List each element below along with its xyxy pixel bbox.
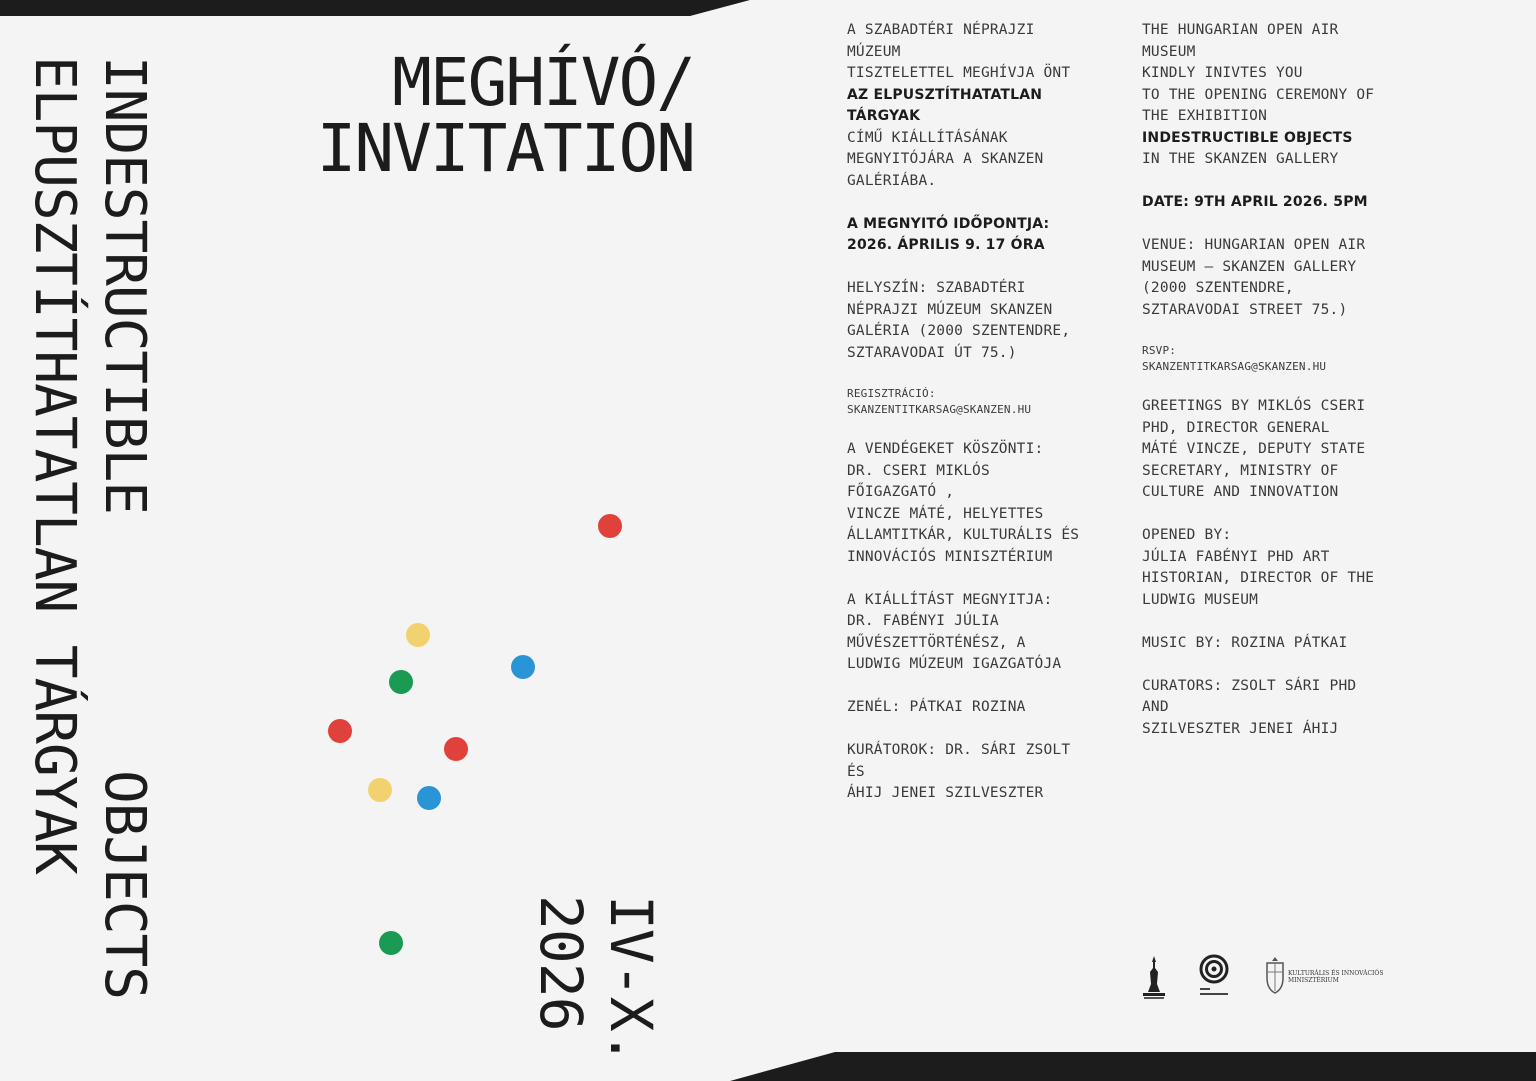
top-dark-band	[0, 0, 1536, 16]
vertical-title-hungarian: ELPUSZTÍTHATATLAN TÁRGYAK	[22, 56, 87, 874]
en-intro-invites: KINDLY INIVTES YOU	[1142, 65, 1303, 81]
vertical-month-range: IV-X.	[597, 895, 665, 1065]
spiral-target-icon	[1198, 954, 1232, 1000]
en-opened-1: JÚLIA FABÉNYI PHD ART HISTORIAN, DIRECTOR OF THE LUDWIG MUSEUM	[1142, 548, 1375, 608]
en-greetings-3: CULTURE AND INNOVATION	[1142, 484, 1339, 500]
invitation-heading	[316, 44, 694, 187]
hu-opening-label: A KIÁLLÍTÁST MEGNYITJA:	[847, 591, 1053, 608]
en-greetings-2: MÁTÉ VINCZE, DEPUTY STATE SECRETARY, MINISTRY OF	[1142, 441, 1366, 479]
hu-music: ZENÉL: PÁTKAI ROZINA	[847, 699, 1026, 715]
en-intro-opening: TO THE OPENING CEREMONY OF	[1142, 86, 1375, 103]
en-greetings-1: GREETINGS BY MIKLÓS CSERI PHD, DIRECTOR GENERAL	[1142, 398, 1366, 436]
bottom-dark-band	[0, 1052, 1536, 1081]
hu-greetings-1: DR. CSERI MIKLÓS FŐIGAZGATÓ ,	[847, 462, 990, 500]
dot-blue	[417, 786, 441, 810]
english-text-column	[1142, 20, 1382, 762]
hu-intro-invites: TISZTELETTEL MEGHÍVJA ÖNT	[847, 65, 1071, 81]
sponsor-logos	[1138, 950, 1398, 1002]
dot-red	[444, 737, 468, 761]
ministry-logo-text	[1288, 970, 1398, 984]
hungarian-text-column	[847, 20, 1087, 826]
en-curators-1: CURATORS: ZSOLT SÁRI PHD AND	[1142, 677, 1357, 715]
hu-intro-museum: A SZABADTÉRI NÉPRAJZI MÚZEUM	[847, 22, 1035, 60]
hu-intro-gallery: CÍMŰ KIÁLLÍTÁSÁNAK MEGNYITÓJÁRA A SKANZEN GALÉRIÁBA.	[847, 129, 1044, 189]
coat-of-arms-icon	[1264, 956, 1286, 994]
en-music: MUSIC BY: ROZINA PÁTKAI	[1142, 634, 1348, 651]
hu-registration-email[interactable]: SKANZENTITKARSAG@SKANZEN.HU	[847, 402, 1032, 416]
en-exhibition-title: INDESTRUCTIBLE OBJECTS	[1142, 129, 1353, 146]
hu-exhibition-title: AZ ELPUSZTÍTHATATLAN TÁRGYAK	[847, 86, 1043, 124]
en-curators-2: SZILVESZTER JENEI ÁHIJ	[1142, 720, 1339, 737]
hu-venue: HELYSZÍN: SZABADTÉRI NÉPRAJZI MÚZEUM SKANZEN GALÉRIA (2000 SZENTENDRE, SZTARAVODAI ÚT 75.)	[847, 280, 1071, 361]
en-rsvp-label: RSVP:	[1142, 343, 1177, 357]
vertical-title-english: INDESTRUCTIBLE	[92, 56, 157, 515]
dot-green	[389, 670, 413, 694]
en-opened-label: OPENED BY:	[1142, 527, 1232, 543]
heading-line-hungarian: MEGHÍVÓ/	[392, 44, 694, 121]
museum-tower-icon	[1140, 954, 1168, 1000]
en-rsvp-email[interactable]: SKANZENTITKARSAG@SKANZEN.HU	[1142, 359, 1327, 373]
dot-blue	[511, 655, 535, 679]
en-intro-gallery: IN THE SKANZEN GALLERY	[1142, 151, 1339, 167]
hu-greetings-label: A VENDÉGEKET KÖSZÖNTI:	[847, 441, 1044, 457]
dot-red	[328, 719, 352, 743]
en-intro-exhibition: THE EXHIBITION	[1142, 108, 1268, 124]
hu-curators-1: KURÁTOROK: DR. SÁRI ZSOLT ÉS	[847, 742, 1071, 780]
ministry-logo-text-2: MINISZTÉRIUM	[1288, 977, 1339, 984]
dot-green	[379, 931, 403, 955]
ministry-logo-text-1: KULTURÁLIS ÉS INNOVÁCIÓS	[1288, 970, 1384, 977]
en-date: DATE: 9TH APRIL 2026. 5PM	[1142, 194, 1368, 210]
dot-yellow	[368, 778, 392, 802]
heading-line-english: INVITATION	[316, 110, 694, 187]
hu-greetings-2: VINCZE MÁTÉ, HELYETTES ÁLLAMTITKÁR, KULTURÁLIS ÉS INNOVÁCIÓS MINISZTÉRIUM	[847, 505, 1080, 565]
hu-date-label: A MEGNYITÓ IDŐPONTJA:	[847, 215, 1050, 232]
hu-opening-1: DR. FABÉNYI JÚLIA MŰVÉSZETTÖRTÉNÉSZ, A LUDWIG MÚZEUM IGAZGATÓJA	[847, 613, 1062, 672]
dot-red	[598, 514, 622, 538]
vertical-year: 2026	[527, 895, 595, 1031]
dot-yellow	[406, 623, 430, 647]
en-intro-museum: THE HUNGARIAN OPEN AIR MUSEUM	[1142, 22, 1339, 60]
hu-curators-2: ÁHIJ JENEI SZILVESZTER	[847, 785, 1044, 801]
vertical-title-english-objects: OBJECTS	[92, 770, 157, 1000]
hu-date-value: 2026. ÁPRILIS 9. 17 ÓRA	[847, 237, 1045, 253]
en-venue: VENUE: HUNGARIAN OPEN AIR MUSEUM – SKANZEN GALLERY (2000 SZENTENDRE, SZTARAVODAI STREET 75.)	[1142, 237, 1366, 318]
hu-registration-label: REGISZTRÁCIÓ:	[847, 386, 936, 400]
